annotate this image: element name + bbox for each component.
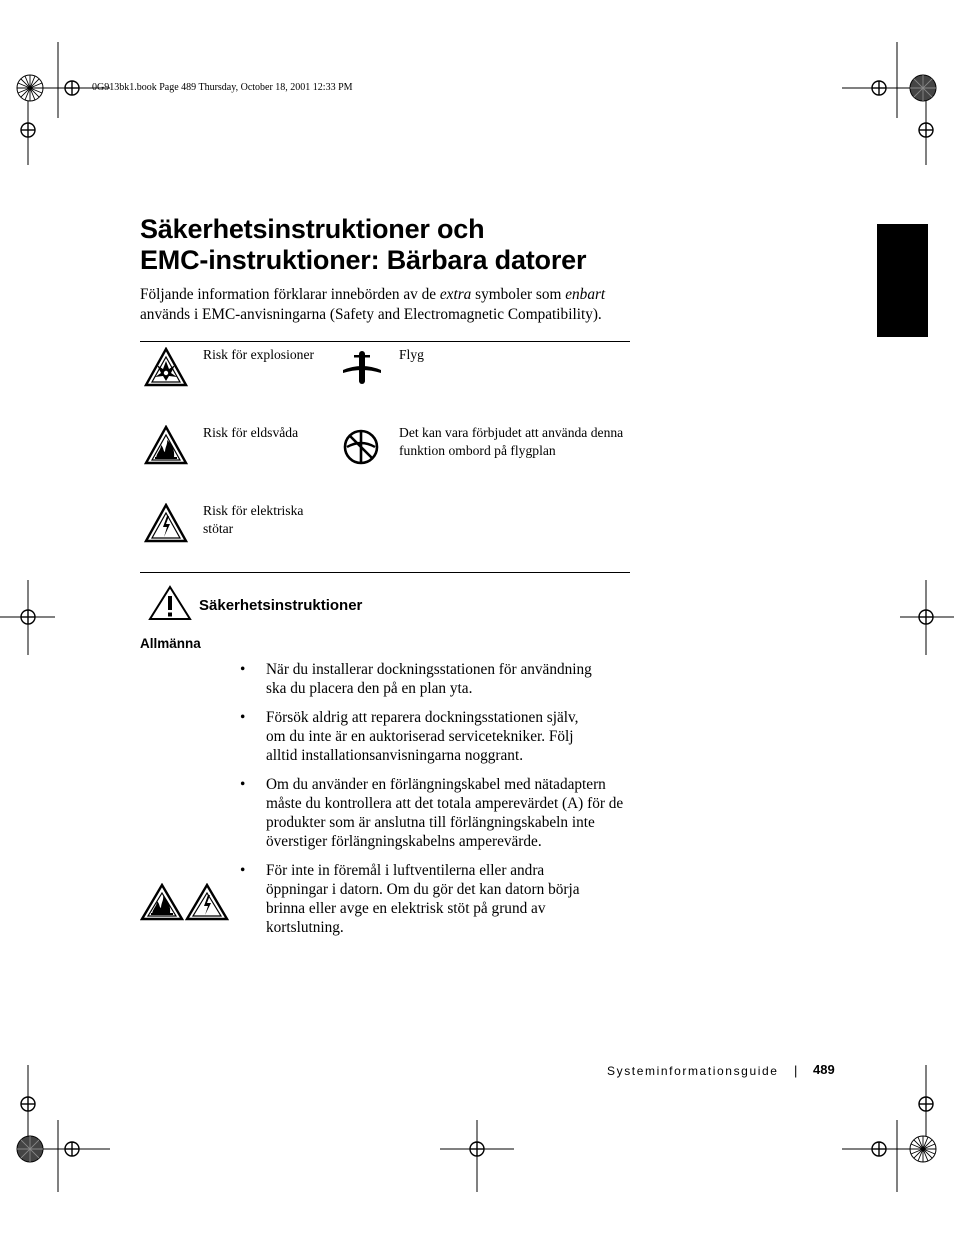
list-item <box>240 708 601 765</box>
section-thumb-tab <box>877 224 928 337</box>
intro-text-2: symboler som <box>471 286 566 303</box>
page-title-line-1: Säkerhetsinstruktioner och <box>140 214 485 244</box>
bullet-text: När du installerar dockningsstationen för användning ska du placera den på en plan yta. <box>266 661 592 697</box>
fire-warning-icon <box>144 425 188 465</box>
electric-shock-warning-icon <box>185 883 229 921</box>
section-heading-safety: Säkerhetsinstruktioner <box>199 597 363 614</box>
explosion-warning-icon <box>144 347 188 387</box>
bullet-marker: • <box>240 862 246 879</box>
symbols-bottom-rule <box>140 572 630 573</box>
symbol-label-electric-shock: Risk för elektriska stötar <box>203 503 304 536</box>
symbol-label-flight: Flyg <box>399 347 424 362</box>
bullet-text: Om du använder en förlängningskabel med nätadaptern måste du kontrollera att det totala amperevärdet (A) för de produkter som är anslutna till förlängningskabeln inte överstiger förlängningskabelns amperevärde. <box>266 776 624 850</box>
list-item <box>240 861 586 937</box>
bullet-marker: • <box>240 776 246 793</box>
print-header: 0G913bk1.book Page 489 Thursday, October 18, 2001 12:33 PM <box>92 82 353 93</box>
fire-warning-icon <box>140 883 184 921</box>
intro-text-3: används i EMC-anvisningarna (Safety and Electromagnetic Compatibility). <box>140 306 602 323</box>
symbol-label-aircraft-restriction: Det kan vara förbjudet att använda denna funktion ombord på flygplan <box>399 425 624 458</box>
page-title <box>140 214 586 276</box>
symbol-label-explosion: Risk för explosioner <box>203 347 315 362</box>
symbols-top-rule <box>140 341 630 342</box>
symbol-label-fire: Risk för eldsvåda <box>203 425 299 440</box>
bullet-marker: • <box>240 709 246 726</box>
list-item <box>240 660 616 698</box>
intro-emphasis-enbart: enbart <box>565 286 606 303</box>
footer-separator: | <box>794 1063 798 1078</box>
airplane-icon <box>340 348 384 388</box>
page-number: 489 <box>813 1062 835 1077</box>
bullet-text: För inte in föremål i luftventilerna eller andra öppningar i datorn. Om du gör det kan datorn börja brinna eller avge en elektrisk stöt på grund av kortslutning. <box>266 862 580 936</box>
list-item <box>240 775 624 851</box>
bullet-marker: • <box>240 661 246 678</box>
no-aircraft-use-icon <box>341 428 381 466</box>
page-title-line-2: EMC-instruktioner: Bärbara datorer <box>140 245 587 275</box>
intro-text-1: Följande information förklarar innebörden av de <box>140 286 440 303</box>
caution-icon <box>148 585 192 621</box>
electric-shock-warning-icon <box>144 503 188 543</box>
bullet-text: Försök aldrig att reparera dockningsstationen själv, om du inte är en auktoriserad servicetekniker. Följ alltid installationsanvisningarna noggrant. <box>266 709 579 764</box>
footer-guide-title: Systeminformationsguide <box>607 1064 779 1078</box>
safety-bullet-list <box>240 660 625 947</box>
subsection-heading-general: Allmänna <box>140 636 201 651</box>
intro-emphasis-extra: extra <box>439 286 472 303</box>
intro-paragraph <box>140 285 640 325</box>
